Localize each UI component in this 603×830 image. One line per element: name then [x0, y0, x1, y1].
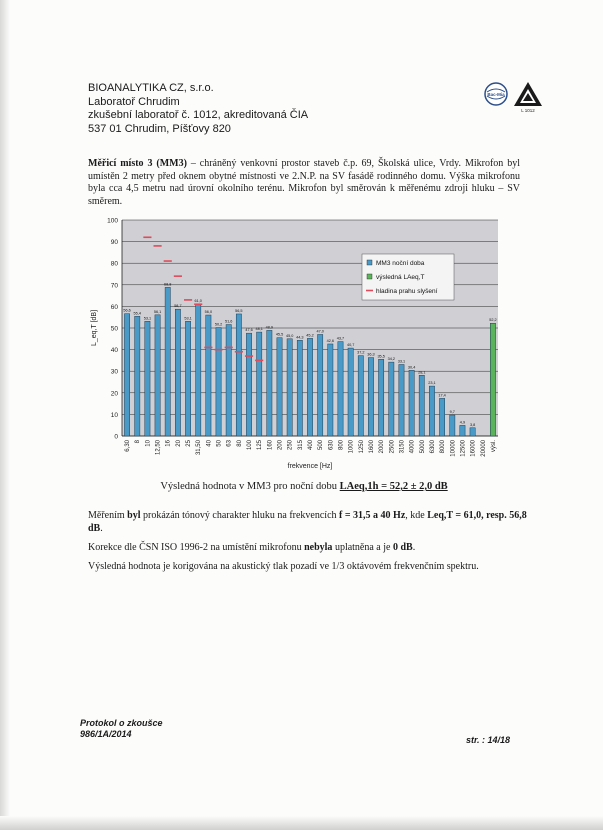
frequency-spectrum-chart — [76, 212, 508, 474]
x-axis-label: frekvence [Hz] — [287, 463, 333, 470]
y-tick-label: 60 — [110, 303, 118, 311]
bar-mm3 — [135, 316, 140, 436]
p1-bold-f: Leq,T = 61,0, resp. 56,8 dB — [88, 510, 527, 534]
bar-value-label: 42,6 — [326, 338, 335, 343]
bar-value-label: 51,6 — [225, 319, 233, 324]
bar-value-label: 53,1 — [143, 316, 152, 321]
p1-text-a: Měřením — [88, 510, 128, 521]
bar-mm3 — [419, 375, 424, 436]
x-tick-label: 500 — [318, 440, 325, 451]
x-tick-label: 6,30 — [125, 440, 132, 452]
bar-mm3 — [287, 339, 292, 436]
bar-value-label: 4,9 — [459, 420, 466, 425]
company-name: BIOANALYTIKA CZ, s.r.o. — [88, 82, 214, 94]
bar-value-label: 53,1 — [184, 316, 192, 321]
bar-value-label: 47,0 — [316, 329, 324, 334]
p2-bold-d: 0 dB — [392, 542, 413, 553]
bar-mm3 — [155, 315, 160, 436]
bar-value-label: 30,4 — [407, 365, 416, 370]
cia-logo — [514, 82, 542, 113]
bar-mm3 — [328, 344, 333, 436]
bar-value-label: 68,8 — [164, 282, 172, 287]
bar-value-label: 45,2 — [306, 333, 314, 338]
bar-value-label: 35,5 — [377, 354, 385, 359]
p1-text-c: prokázán tónový charakter hluku na frekvencích — [140, 510, 340, 521]
bar-value-label: 9,7 — [449, 410, 455, 415]
x-tick-label: 10000 — [450, 440, 457, 457]
bar-value-label: 56,5 — [235, 308, 243, 313]
measurement-description — [88, 158, 520, 208]
x-tick-label: 20000 — [480, 440, 487, 457]
y-axis-label: L_eq,T [dB] — [91, 309, 98, 347]
x-tick-label: 5000 — [419, 440, 426, 454]
bar-value-label: 36,3 — [367, 352, 375, 357]
p1-text-e: , kde — [405, 510, 428, 521]
bar-value-label: 17,4 — [438, 393, 446, 398]
y-tick-label: 70 — [110, 282, 118, 290]
x-tick-label: 315 — [297, 440, 304, 451]
bar-mm3 — [236, 314, 241, 436]
bar-value-label: 48,9 — [265, 325, 274, 330]
p2-text-a: Korekce dle ČSN ISO 1996-2 na umístění mikrofonu — [88, 542, 305, 553]
bar-value-label: 61,0 — [194, 299, 202, 304]
x-tick-label: 6300 — [429, 440, 436, 454]
x-tick-label: 12,50 — [155, 440, 162, 456]
bar-mm3 — [124, 314, 129, 436]
bar-mm3 — [277, 338, 282, 436]
letterhead — [88, 82, 308, 136]
x-tick-label: 25 — [186, 440, 193, 447]
bar-mm3 — [389, 362, 394, 436]
result-line — [88, 481, 520, 492]
bar-mm3 — [145, 321, 150, 436]
lab-address: 537 01 Chrudim, Píšťovy 820 — [88, 122, 231, 135]
bar-mm3 — [470, 428, 475, 436]
bar-value-label: 45,5 — [275, 332, 284, 337]
x-tick-label: 1000 — [348, 440, 355, 454]
bar-value-label: 37,2 — [357, 350, 365, 355]
bacmia-logo — [485, 83, 507, 105]
bar-mm3 — [307, 338, 312, 436]
bar-mm3 — [429, 386, 434, 436]
result-value: LAeq,1h = 52,2 ± 2,0 dB — [339, 481, 448, 492]
x-tick-label: 800 — [338, 440, 345, 451]
y-tick-label: 100 — [107, 217, 118, 225]
lab-name: Laboratoř Chrudim — [88, 95, 180, 108]
x-tick-label: 8000 — [440, 440, 447, 454]
p2-bold-b: nebyla — [304, 542, 333, 553]
x-tick-label: 2000 — [379, 440, 386, 454]
x-tick-label: 31,50 — [196, 440, 203, 456]
bar-value-label: 56,6 — [123, 308, 131, 313]
bar-mm3 — [450, 415, 455, 436]
bar-mm3 — [165, 287, 170, 436]
x-tick-label: 3150 — [399, 440, 406, 454]
bar-mm3 — [257, 332, 262, 436]
x-tick-label: 160 — [267, 440, 274, 451]
bar-mm3 — [460, 425, 465, 436]
x-tick-label: 16000 — [470, 440, 477, 457]
bar-mm3 — [206, 315, 211, 436]
x-tick-label: 1250 — [358, 440, 365, 454]
bar-mm3 — [378, 359, 383, 436]
bar-value-label: 56,1 — [153, 309, 162, 314]
legend-label: výsledná LAeq,T — [376, 274, 425, 281]
bar-value-label: 47,6 — [245, 328, 253, 333]
bar-mm3 — [409, 370, 414, 436]
p1-bold-b: byl — [127, 510, 141, 521]
bar-value-label: 45,0 — [285, 333, 294, 338]
y-tick-label: 0 — [114, 433, 118, 441]
y-tick-label: 40 — [110, 347, 118, 355]
bar-value-label: 55,4 — [133, 311, 141, 316]
x-tick-label: 80 — [236, 440, 243, 447]
x-tick-label: 10 — [145, 440, 152, 447]
x-tick-label: 4000 — [409, 440, 416, 454]
y-tick-label: 50 — [110, 325, 118, 333]
x-tick-label: 1600 — [368, 440, 375, 454]
bar-mm3 — [338, 342, 343, 436]
p1-text-g: . — [100, 522, 103, 534]
bar-value-label: 48,1 — [255, 327, 263, 332]
x-tick-label: 16 — [165, 440, 172, 447]
bar-mm3 — [246, 333, 251, 436]
p3-text: Výsledná hodnota je korigována na akustický tlak pozadí ve 1/3 oktávovém frekvenčním spektru. — [88, 561, 479, 572]
bar-value-label: 34,2 — [387, 357, 395, 362]
x-tick-label: 630 — [328, 440, 335, 451]
y-tick-label: 20 — [110, 390, 118, 398]
bar-value-label: 40,7 — [346, 343, 355, 348]
bar-mm3 — [348, 348, 353, 436]
x-tick-label: 8 — [135, 440, 142, 444]
p2-text-c: uplatněna a je — [332, 542, 393, 553]
bar-value-label: 3,8 — [469, 422, 476, 427]
x-tick-label: výsl. — [490, 440, 497, 452]
x-tick-label: 12500 — [460, 440, 467, 457]
x-tick-label: 40 — [206, 440, 213, 447]
y-tick-label: 10 — [110, 411, 118, 419]
scan-shadow-bottom — [0, 816, 603, 830]
legend-swatch-mm3 — [367, 260, 372, 265]
bar-result — [490, 323, 495, 436]
x-tick-label: 63 — [226, 440, 233, 447]
p1-bold-d: f = 31,5 a 40 Hz — [339, 510, 406, 521]
legend-swatch-result — [367, 274, 372, 279]
bar-mm3 — [185, 321, 190, 436]
y-tick-label: 80 — [110, 260, 118, 268]
correction-paragraph — [88, 542, 528, 555]
p2-text-e: . — [412, 542, 416, 553]
protocol-label: Protokol o zkoušce — [80, 718, 163, 728]
bar-value-label: 28,1 — [418, 370, 426, 375]
bar-value-label: 44,3 — [296, 335, 304, 340]
bar-value-label: 56,0 — [204, 310, 213, 315]
bar-mm3 — [297, 340, 302, 436]
x-tick-label: 100 — [247, 440, 254, 451]
bar-value-label: 52,2 — [489, 318, 497, 323]
bar-mm3 — [439, 398, 444, 436]
page-number: str. : 14/18 — [466, 735, 511, 745]
cia-logo-text: L 1012 — [521, 108, 535, 113]
x-tick-label: 50 — [216, 440, 223, 447]
y-tick-label: 30 — [110, 368, 118, 376]
measurement-text: – chráněný venkovní prostor staveb č.p. 69, Školská ulice, Vrdy. Mikrofon byl umístěn 2 metry před oknem obytné místnosti ve 2.N.P. na SV fasádě rodinného domu. Výška mikrofonu byla cca 4,5 metru nad úrovní okolního terénu. Mikrofon byl směrován k měřenému zdroji hluku – SV směrem. — [88, 158, 520, 207]
x-tick-label: 125 — [257, 440, 264, 451]
x-tick-label: 400 — [308, 440, 314, 451]
x-tick-label: 20 — [175, 440, 182, 447]
scan-shadow-left — [0, 0, 10, 830]
x-tick-label: 200 — [277, 440, 284, 451]
bar-value-label: 43,7 — [336, 336, 345, 341]
x-tick-label: 2500 — [389, 440, 396, 454]
bar-mm3 — [267, 330, 272, 436]
protocol-footer — [80, 718, 163, 740]
y-tick-label: 90 — [110, 239, 118, 247]
bar-value-label: 33,1 — [397, 359, 406, 364]
bar-value-label: 23,1 — [428, 381, 436, 386]
bar-mm3 — [318, 334, 323, 436]
background-paragraph — [88, 561, 528, 574]
legend-label: hladina prahu slyšení — [376, 288, 438, 295]
bacmia-logo-text: Bac-Mia — [487, 92, 505, 97]
measurement-heading: Měřicí místo 3 (MM3) — [88, 158, 187, 169]
bar-mm3 — [226, 325, 231, 436]
x-tick-label: 250 — [287, 440, 294, 451]
result-prefix: Výsledná hodnota v MM3 pro noční dobu — [160, 481, 340, 492]
bar-mm3 — [175, 309, 180, 436]
bar-mm3 — [399, 365, 404, 436]
bar-mm3 — [358, 356, 363, 436]
bar-value-label: 50,2 — [214, 322, 223, 327]
tonal-paragraph — [88, 510, 528, 535]
bar-mm3 — [216, 328, 221, 436]
bar-mm3 — [368, 358, 373, 436]
bar-value-label: 58,7 — [174, 304, 182, 309]
legend-label: MM3 noční doba — [376, 260, 425, 267]
lab-accreditation: zkušební laboratoř č. 1012, akreditovaná ČIA — [88, 109, 309, 121]
protocol-number: 986/1A/2014 — [80, 729, 132, 739]
accreditation-logos — [484, 80, 544, 114]
bar-mm3 — [196, 304, 201, 436]
